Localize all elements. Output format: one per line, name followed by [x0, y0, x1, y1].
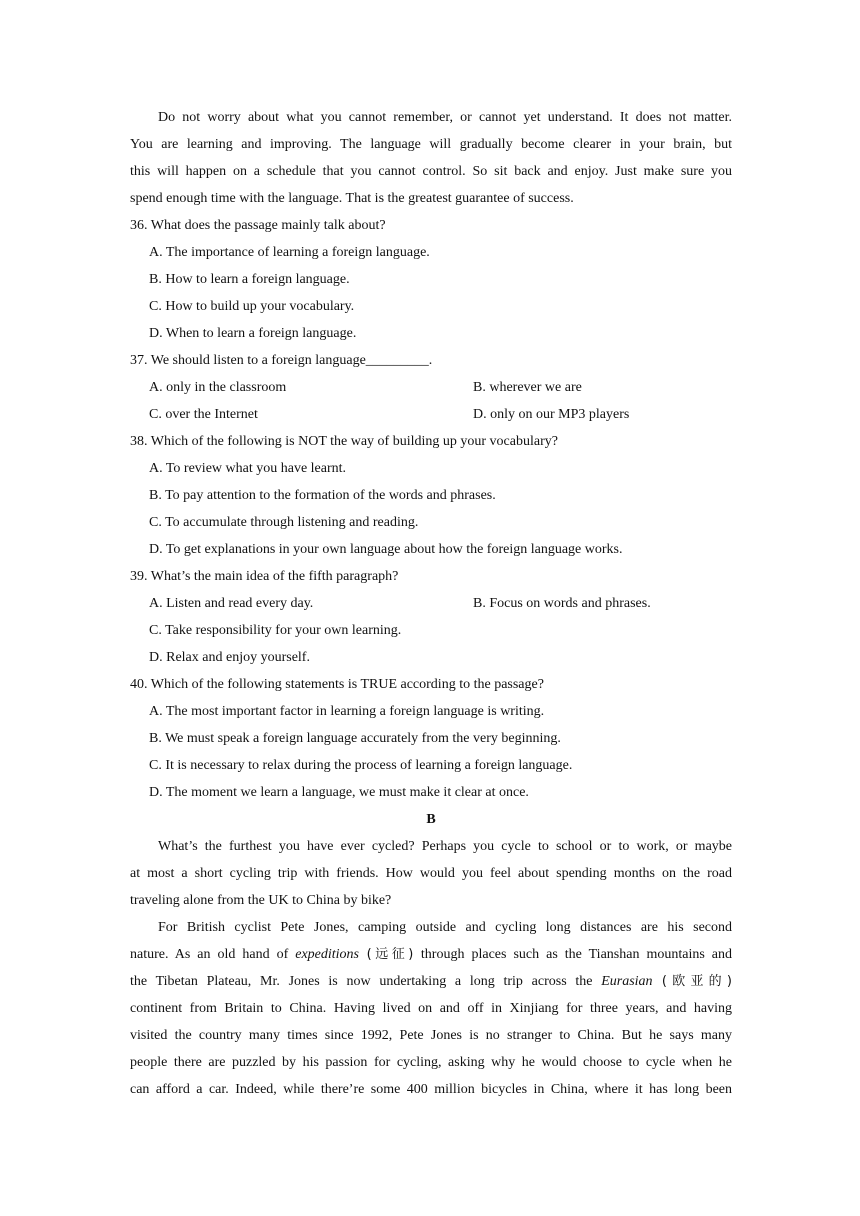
- question-37: [130, 351, 732, 432]
- option-c: C. To accumulate through listening and reading.: [149, 515, 419, 530]
- chinese-gloss: (远征): [359, 947, 421, 962]
- chinese-gloss: (欧亚的): [652, 974, 732, 989]
- section-b-paragraph-1: [130, 837, 732, 918]
- option-c: C. How to build up your vocabulary.: [149, 299, 355, 314]
- text-run: nature. As an old hand of: [130, 947, 296, 962]
- question-stem: 40. Which of the following statements is TRUE according to the passage?: [130, 677, 544, 692]
- italic-term: Eurasian: [601, 974, 653, 989]
- option-d: D. only on our MP3 players: [473, 407, 630, 422]
- text-run: the Tibetan Plateau, Mr. Jones is now undertaking a long trip across the: [130, 974, 602, 989]
- option-d: D. To get explanations in your own language about how the foreign language works.: [149, 542, 623, 557]
- paragraph-line: can afford a car. Indeed, while there’re some 400 million bicycles in China, where it has long been: [130, 1082, 732, 1097]
- option-row: [130, 594, 732, 621]
- option-c: C. It is necessary to relax during the process of learning a foreign language.: [149, 758, 573, 773]
- text-run: through places such as the Tianshan mountains and: [420, 947, 732, 962]
- paragraph-line: traveling alone from the UK to China by bike?: [130, 893, 392, 908]
- exam-page: [130, 108, 732, 1107]
- paragraph-line: For British cyclist Pete Jones, camping outside and cycling long distances are his second: [158, 920, 732, 935]
- question-39: [130, 567, 732, 675]
- paragraph-line: people there are puzzled by his passion for cycling, asking why he would choose to cycle when he: [130, 1055, 732, 1070]
- option-c: C. Take responsibility for your own learning.: [149, 623, 402, 638]
- option-a: A. The importance of learning a foreign language.: [149, 245, 430, 260]
- option-a: A. To review what you have learnt.: [149, 461, 347, 476]
- question-stem: 37. We should listen to a foreign language_________.: [130, 353, 433, 368]
- italic-term: expeditions: [295, 947, 360, 962]
- option-b: B. Focus on words and phrases.: [473, 596, 651, 611]
- option-c: C. over the Internet: [149, 407, 258, 422]
- paragraph-line: Do not worry about what you cannot remember, or cannot yet understand. It does not matter.: [158, 110, 732, 125]
- option-a: A. The most important factor in learning a foreign language is writing.: [149, 704, 545, 719]
- section-heading: B: [426, 812, 436, 827]
- section-b-paragraph-2: [130, 918, 732, 1107]
- paragraph-line: [130, 972, 732, 999]
- question-40: [130, 675, 732, 810]
- option-d: D. When to learn a foreign language.: [149, 326, 357, 341]
- paragraph-line: at most a short cycling trip with friends. How would you feel about spending months on the road: [130, 866, 732, 881]
- question-stem: 38. Which of the following is NOT the way of building up your vocabulary?: [130, 434, 558, 449]
- paragraph-line: What’s the furthest you have ever cycled? Perhaps you cycle to school or to work, or maybe: [158, 839, 732, 854]
- question-38: [130, 432, 732, 567]
- question-stem: 36. What does the passage mainly talk about?: [130, 218, 386, 233]
- paragraph-line: [130, 945, 732, 972]
- option-b: B. wherever we are: [473, 380, 582, 395]
- paragraph-line: You are learning and improving. The language will gradually become clearer in your brain, but: [130, 137, 732, 152]
- option-b: B. How to learn a foreign language.: [149, 272, 350, 287]
- option-d: D. The moment we learn a language, we must make it clear at once.: [149, 785, 529, 800]
- option-row: [130, 378, 732, 405]
- option-a: A. only in the classroom: [149, 380, 287, 395]
- option-d: D. Relax and enjoy yourself.: [149, 650, 310, 665]
- paragraph-line: visited the country many times since 1992, Pete Jones is no stranger to China. But he says many: [130, 1028, 732, 1043]
- paragraph-line: spend enough time with the language. That is the greatest guarantee of success.: [130, 191, 574, 206]
- option-b: B. We must speak a foreign language accurately from the very beginning.: [149, 731, 561, 746]
- paragraph-line: continent from Britain to China. Having lived on and off in Xinjiang for three years, and having: [130, 1001, 732, 1016]
- option-b: B. To pay attention to the formation of the words and phrases.: [149, 488, 496, 503]
- paragraph-line: this will happen on a schedule that you cannot control. So sit back and enjoy. Just make sure you: [130, 164, 732, 179]
- intro-paragraph: [130, 108, 732, 216]
- option-row: [130, 405, 732, 432]
- question-stem: 39. What’s the main idea of the fifth paragraph?: [130, 569, 399, 584]
- option-a: A. Listen and read every day.: [149, 596, 314, 611]
- question-36: [130, 216, 732, 351]
